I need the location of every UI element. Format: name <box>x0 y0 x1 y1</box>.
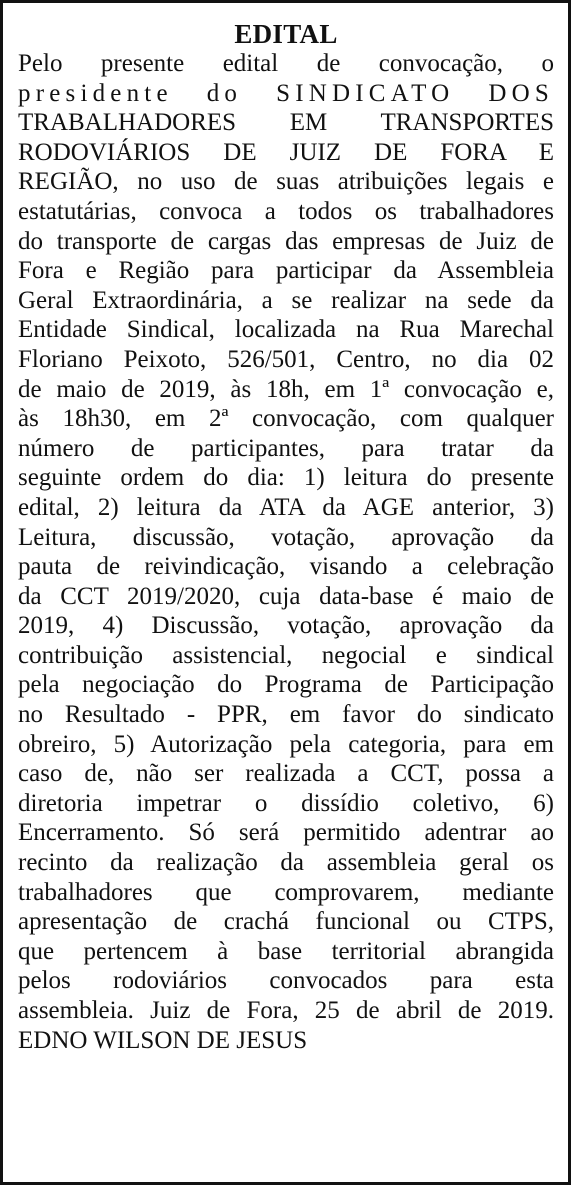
body-line-9: Geral Extraordinária, a se realizar na sede da <box>18 286 554 314</box>
body-line-4: RODOVIÁRIOS DE JUIZ DE FORA E <box>18 138 554 166</box>
body-line-16: edital, 2) leitura da ATA da AGE anterior, 3) <box>18 493 554 521</box>
body-line-17: Leitura, discussão, votação, aprovação da <box>18 523 554 551</box>
body-line-7: do transporte de cargas das empresas de Juiz de <box>18 227 554 255</box>
body-line-23: no Resultado - PPR, em favor do sindicato <box>18 701 554 729</box>
body-line-22: pela negociação do Programa de Participação <box>18 671 554 699</box>
body-line-13: às 18h30, em 2ª convocação, com qualquer <box>18 405 554 433</box>
notice-body <box>18 49 554 1026</box>
body-line-3: TRABALHADORES EM TRANSPORTES <box>18 109 554 137</box>
body-line-6: estatutárias, convoca a todos os trabalhadores <box>18 197 554 225</box>
body-line-32: pelos rodoviários convocados para esta <box>18 967 554 995</box>
body-line-12: de maio de 2019, às 18h, em 1ª convocação e, <box>18 375 554 403</box>
body-line-8: Fora e Região para participar da Assembleia <box>18 257 554 285</box>
body-line-21: contribuição assistencial, negocial e sindical <box>18 641 554 669</box>
signature-name: EDNO WILSON DE JESUS <box>18 1026 308 1054</box>
body-line-20: 2019, 4) Discussão, votação, aprovação da <box>18 612 554 640</box>
body-line-27: Encerramento. Só será permitido adentrar ao <box>18 819 554 847</box>
body-line-26: diretoria impetrar o dissídio coletivo, 6) <box>18 789 554 817</box>
body-line-10: Entidade Sindical, localizada na Rua Marechal <box>18 316 554 344</box>
body-line-2: presidente do SINDICATO DOS <box>18 79 554 107</box>
notice-title: EDITAL <box>234 19 338 49</box>
body-line-11: Floriano Peixoto, 526/501, Centro, no dia 02 <box>18 345 554 373</box>
body-line-19: da CCT 2019/2020, cuja data-base é maio de <box>18 582 554 610</box>
body-line-15: seguinte ordem do dia: 1) leitura do presente <box>18 464 554 492</box>
body-line-30: apresentação de crachá funcional ou CTPS, <box>18 908 554 936</box>
body-line-29: trabalhadores que comprovarem, mediante <box>18 878 554 906</box>
body-line-28: recinto da realização da assembleia geral os <box>18 849 554 877</box>
body-line-14: número de participantes, para tratar da <box>18 434 554 462</box>
body-line-25: caso de, não ser realizada a CCT, possa a <box>18 760 554 788</box>
body-line-1: Pelo presente edital de convocação, o <box>18 50 554 77</box>
body-line-31: que pertencem à base territorial abrangida <box>18 937 554 965</box>
body-line-24: obreiro, 5) Autorização pela categoria, para em <box>18 730 554 758</box>
body-line-5: REGIÃO, no uso de suas atribuições legais e <box>18 168 554 196</box>
body-line-18: pauta de reivindicação, visando a celebração <box>18 553 554 581</box>
body-line-33: assembleia. Juiz de Fora, 25 de abril de 2019. <box>18 997 554 1024</box>
